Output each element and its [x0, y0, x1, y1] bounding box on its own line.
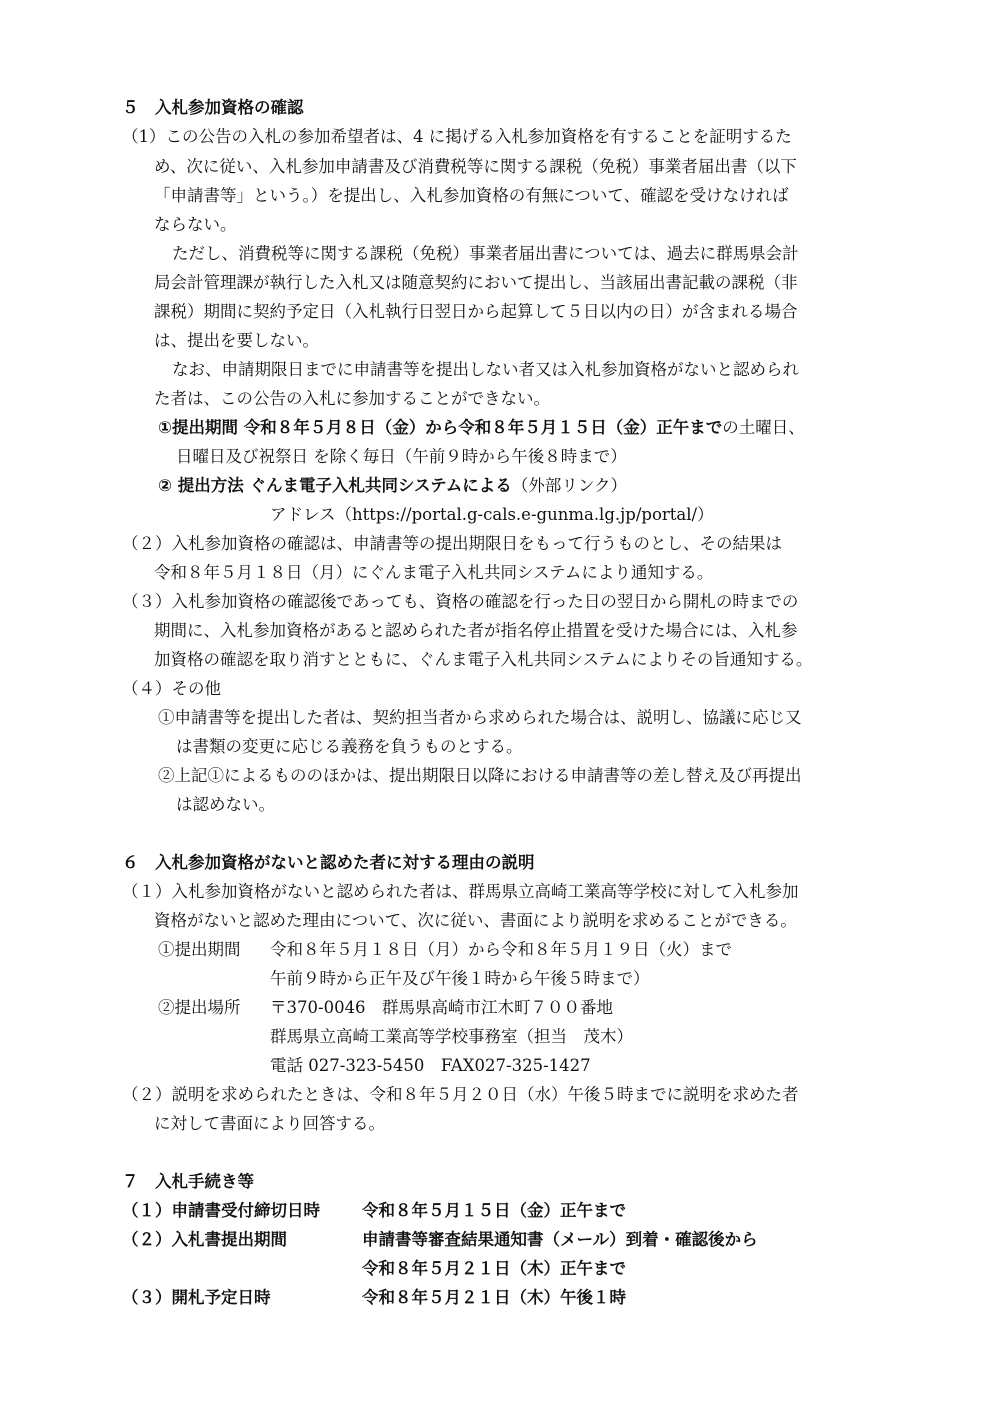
portal-address[interactable]: アドレス（https://portal.g-cals.e-gunma.lg.jp/portal/） — [270, 505, 714, 524]
s5-p4-line1: （４）その他 — [122, 679, 221, 698]
s5-p1-line8: は、提出を要しない。 — [154, 331, 319, 350]
s5-p1-line3: 「申請書等」という。）を提出し、入札参加資格の有無について、確認を受けなければ — [154, 186, 789, 205]
submission-period-rest: の土曜日、 — [722, 418, 805, 437]
s6-p2-line2: に対して書面により回答する。 — [154, 1114, 385, 1133]
external-link[interactable]: （外部リンク） — [511, 476, 627, 495]
s5-p3-line3: 加資格の確認を取り消すとともに、ぐんま電子入札共同システムによりその旨通知する。 — [154, 650, 813, 669]
s5-p1-line6: 局会計管理課が執行した入札又は随意契約において提出し、当該届出書記載の課税（非 — [154, 273, 798, 292]
s6-period-label: ①提出期間 — [158, 940, 241, 959]
s5-p1-line4: ならない。 — [154, 215, 237, 234]
section-5-heading: ５ 入札参加資格の確認 — [122, 98, 304, 117]
s5-p4-item2-line2: は認めない。 — [176, 795, 275, 814]
section-7-heading: ７ 入札手続き等 — [122, 1172, 254, 1191]
s5-p1-line2: め、次に従い、入札参加申請書及び消費税等に関する課税（免税）事業者届出書（以下 — [154, 157, 797, 176]
s5-p2-line2: 令和８年５月１８日（月）にぐんま電子入札共同システムにより通知する。 — [154, 563, 714, 582]
s7-row1-label: （１）申請書受付締切日時 — [122, 1201, 320, 1220]
s5-p4-item2-line1: ②上記①によるもののほかは、提出期限日以降における申請書等の差し替え及び再提出 — [158, 766, 802, 785]
s5-p2-line1: （２）入札参加資格の確認は、申請書等の提出期限日をもって行うものとし、その結果は — [122, 534, 782, 553]
s5-p1-line7: 課税）期間に契約予定日（入札執行日翌日から起算して５日以内の日）が含まれる場合 — [154, 302, 798, 321]
s6-period-value1: 令和８年５月１８日（月）から令和８年５月１９日（火）まで — [270, 940, 732, 959]
s6-place-office: 群馬県立高崎工業高等学校事務室（担当 茂木） — [270, 1027, 633, 1046]
submission-period-bold: ①提出期間 令和８年５月８日（金）から令和８年５月１５日（金）正午まで — [158, 418, 723, 437]
s7-row2-label: （２）入札書提出期間 — [122, 1230, 287, 1249]
section-6-heading: ６ 入札参加資格がないと認めた者に対する理由の説明 — [122, 853, 535, 872]
s6-place-phone: 電話 027-323-5450 FAX027-325-1427 — [270, 1056, 591, 1075]
s7-row3-label: （３）開札予定日時 — [122, 1288, 271, 1307]
s6-p2-line1: （２）説明を求められたときは、令和８年５月２０日（水）午後５時までに説明を求めた者 — [122, 1085, 799, 1104]
s5-p1-line10: た者は、この公告の入札に参加することができない。 — [154, 389, 550, 408]
submission-method-bold: ② 提出方法 ぐんま電子入札共同システムによる — [158, 476, 512, 495]
s7-row2-value2: 令和８年５月２１日（木）正午まで — [362, 1259, 626, 1278]
s6-place-address: 〒370-0046 群馬県高崎市江木町７００番地 — [270, 998, 614, 1017]
submission-period-line2: 日曜日及び祝祭日 を除く毎日（午前９時から午後８時まで） — [176, 447, 627, 466]
s5-p1-line9: なお、申請期限日までに申請書等を提出しない者又は入札参加資格がないと認められ — [172, 360, 799, 379]
s5-p1-line5: ただし、消費税等に関する課税（免税）事業者届出書については、過去に群馬県会計 — [172, 244, 799, 263]
s5-p4-item1-line2: は書類の変更に応じる義務を負うものとする。 — [176, 737, 523, 756]
s6-p1-line1: （１）入札参加資格がないと認められた者は、群馬県立高崎工業高等学校に対して入札参加 — [122, 882, 799, 901]
s7-row2-value1: 申請書等審査結果通知書（メール）到着・確認後から — [362, 1230, 758, 1249]
submission-method-item — [158, 476, 627, 496]
s5-p3-line1: （３）入札参加資格の確認後であっても、資格の確認を行った日の翌日から開札の時までの — [122, 592, 799, 611]
s7-row3-value: 令和８年５月２１日（木）午後１時 — [362, 1288, 626, 1307]
s7-row1-value: 令和８年５月１５日（金）正午まで — [362, 1201, 626, 1220]
s6-period-value2: 午前９時から正午及び午後１時から午後５時まで） — [270, 969, 650, 988]
s5-p1-line1: （1）この公告の入札の参加希望者は、4 に掲げる入札参加資格を有することを証明するた — [122, 127, 792, 146]
submission-period-item — [158, 418, 805, 438]
s5-p4-item1-line1: ①申請書等を提出した者は、契約担当者から求められた場合は、説明し、協議に応じ又 — [158, 708, 802, 727]
s5-p3-line2: 期間に、入札参加資格があると認められた者が指名停止措置を受けた場合には、入札参 — [154, 621, 798, 640]
s6-p1-line2: 資格がないと認めた理由について、次に従い、書面により説明を求めることができる。 — [154, 911, 797, 930]
s6-place-label: ②提出場所 — [158, 998, 241, 1017]
